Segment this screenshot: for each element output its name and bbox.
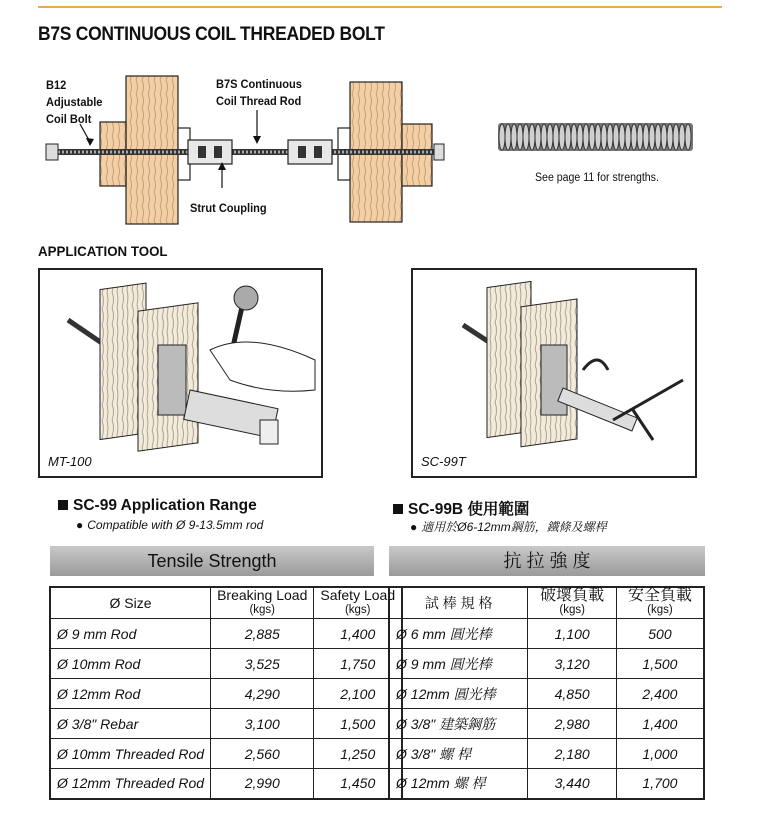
- coil-turn: [535, 124, 541, 150]
- coil-turn: [505, 124, 511, 150]
- coil-turn: [553, 124, 559, 150]
- cell-safety: 1,500: [616, 649, 704, 679]
- bolt-head: [46, 144, 58, 160]
- table-row: [50, 649, 402, 679]
- table-header-row: [389, 587, 704, 619]
- cell-safety: 1,700: [616, 769, 704, 799]
- cell-safety: 1,450: [314, 769, 402, 799]
- cell-size: Ø 12mm 螺 桿: [389, 769, 528, 799]
- cell-size: Ø 10mm Rod: [50, 649, 211, 679]
- coil-turn: [661, 124, 667, 150]
- table-row: [50, 739, 402, 769]
- coupling-label: Strut Coupling: [190, 201, 267, 215]
- cell-safety: 1,000: [616, 739, 704, 769]
- col-header-safety: 安全負載 (kgs): [616, 587, 704, 619]
- coil-turn: [517, 124, 523, 150]
- coil-turn: [679, 124, 685, 150]
- cell-breaking: 2,885: [211, 619, 314, 649]
- cell-size: Ø 6 mm 圓光棒: [389, 619, 528, 649]
- cell-size: Ø 12mm Rod: [50, 679, 211, 709]
- cell-breaking: 4,290: [211, 679, 314, 709]
- spring-note: See page 11 for strengths.: [535, 172, 659, 184]
- strut-coupling-left: [188, 140, 232, 164]
- table-row: [389, 739, 704, 769]
- tensile-table-cn: [388, 586, 705, 800]
- cell-size: Ø 3/8" Rebar: [50, 709, 211, 739]
- table-row: [389, 709, 704, 739]
- coil-turn: [625, 124, 631, 150]
- cell-breaking: 4,850: [528, 679, 617, 709]
- cell-breaking: 2,560: [211, 739, 314, 769]
- coil-turn: [643, 124, 649, 150]
- coil-turn: [559, 124, 565, 150]
- coil-turn: [685, 124, 691, 150]
- coil-turn: [649, 124, 655, 150]
- cell-size: Ø 10mm Threaded Rod: [50, 739, 211, 769]
- coil-rod-image: [498, 117, 693, 157]
- coil-turn: [529, 124, 535, 150]
- coil-turn: [673, 124, 679, 150]
- cell-safety: 1,750: [314, 649, 402, 679]
- table-row: [50, 709, 402, 739]
- strut-coupling-right: [288, 140, 332, 164]
- range-sub-cn: ● 適用於Ø6-12mm鋼筋，鐵條及螺桿: [410, 520, 607, 534]
- cell-breaking: 3,120: [528, 649, 617, 679]
- col-header-size: Ø Size: [50, 587, 211, 619]
- coil-turn: [523, 124, 529, 150]
- cell-safety: 1,400: [616, 709, 704, 739]
- tool-image-sc99t: [411, 268, 697, 478]
- col-header-size: 試 棒 規 格: [389, 587, 528, 619]
- cell-breaking: 2,180: [528, 739, 617, 769]
- range-sub-en: ● Compatible with Ø 9-13.5mm rod: [76, 518, 264, 532]
- coil-turn: [613, 124, 619, 150]
- page-title: B7S CONTINUOUS COIL THREADED BOLT: [38, 24, 385, 45]
- tensile-strength-bar-cn: 抗 拉 強 度: [389, 546, 705, 576]
- cell-size: Ø 9 mm 圓光棒: [389, 649, 528, 679]
- coil-turn: [607, 124, 613, 150]
- sc99t-illustration: [413, 270, 695, 476]
- col-header-safety: Safety Load (kgs): [314, 587, 402, 619]
- col-header-breaking: 破壞負載 (kgs): [528, 587, 617, 619]
- coil-turn: [631, 124, 637, 150]
- rod-label: B7S Continuous Coil Thread Rod: [216, 77, 302, 108]
- coil-turn: [577, 124, 583, 150]
- cell-safety: 1,250: [314, 739, 402, 769]
- coil-turn: [619, 124, 625, 150]
- cell-safety: 1,500: [314, 709, 402, 739]
- coil-turn: [595, 124, 601, 150]
- table-row: [50, 679, 402, 709]
- cell-size: Ø 12mm 圓光棒: [389, 679, 528, 709]
- tensile-strength-bar: Tensile Strength: [50, 546, 374, 576]
- cell-safety: 500: [616, 619, 704, 649]
- range-title-cn: SC-99B 使用範圍: [393, 497, 529, 519]
- table-row: [50, 769, 402, 799]
- col-header-breaking: Breaking Load (kgs): [211, 587, 314, 619]
- cell-breaking: 3,100: [211, 709, 314, 739]
- coil-turn: [637, 124, 643, 150]
- cell-safety: 1,400: [314, 619, 402, 649]
- table-row: [389, 649, 704, 679]
- coil-turn: [547, 124, 553, 150]
- table-row: [389, 769, 704, 799]
- coil-turn: [589, 124, 595, 150]
- cell-size: Ø 3/8" 螺 桿: [389, 739, 528, 769]
- table-row: [50, 619, 402, 649]
- table-header-row: [50, 587, 402, 619]
- tensile-table-en: [49, 586, 403, 800]
- table-row: [389, 619, 704, 649]
- coil-turn: [583, 124, 589, 150]
- top-accent-line: [38, 6, 722, 8]
- cell-safety: 2,400: [616, 679, 704, 709]
- coil-turn: [667, 124, 673, 150]
- tool-image-mt100: [38, 268, 323, 478]
- cell-breaking: 3,440: [528, 769, 617, 799]
- cell-breaking: 2,990: [211, 769, 314, 799]
- table-row: [389, 679, 704, 709]
- mt100-illustration: [40, 270, 321, 476]
- cell-safety: 2,100: [314, 679, 402, 709]
- cell-breaking: 3,525: [211, 649, 314, 679]
- cell-size: Ø 9 mm Rod: [50, 619, 211, 649]
- cell-size: Ø 3/8" 建築鋼筋: [389, 709, 528, 739]
- application-tool-heading: APPLICATION TOOL: [38, 243, 168, 259]
- coil-turn: [655, 124, 661, 150]
- cell-size: Ø 12mm Threaded Rod: [50, 769, 211, 799]
- cell-breaking: 1,100: [528, 619, 617, 649]
- coil-turn: [511, 124, 517, 150]
- coil-turn: [601, 124, 607, 150]
- tool-caption-mt100: MT-100: [48, 454, 92, 469]
- cell-breaking: 2,980: [528, 709, 617, 739]
- range-title-en: SC-99 Application Range: [58, 497, 257, 515]
- coil-turn: [571, 124, 577, 150]
- bolt-label: B12 Adjustable Coil Bolt: [46, 78, 103, 126]
- coil-turn: [499, 124, 505, 150]
- tool-caption-sc99t: SC-99T: [421, 454, 466, 469]
- coil-turn: [565, 124, 571, 150]
- coil-turn: [541, 124, 547, 150]
